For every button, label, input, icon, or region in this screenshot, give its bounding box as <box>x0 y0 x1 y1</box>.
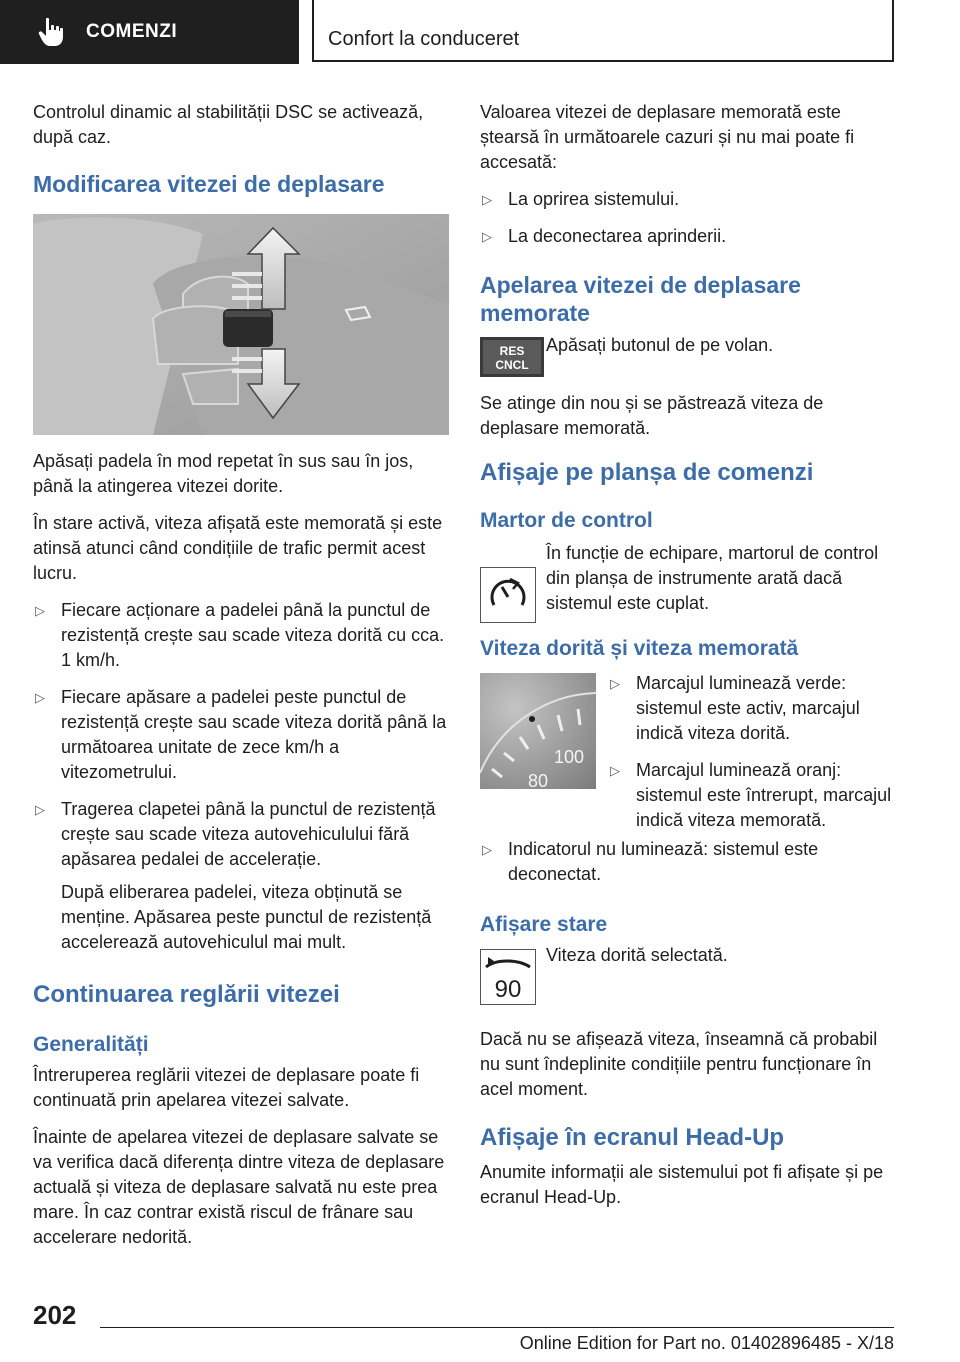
status-row <box>480 945 900 1009</box>
list-item: ▷ Tragerea clapetei până la punctul de rezistență crește sau scade viteza autovehiculului fără apăsarea pedalei de accelerație. <box>35 799 436 869</box>
heading-general: Generalități <box>33 1033 149 1056</box>
footer-divider <box>100 1327 894 1328</box>
heading-indicator-lamp: Martor de control <box>480 509 653 532</box>
bullet-triangle-icon: ▷ <box>482 229 492 244</box>
hand-pointer-icon <box>38 17 64 47</box>
left-column <box>33 100 449 1262</box>
list-item: ▷ Fiecare acționare a padelei până la punctul de rezistență crește sau scade viteza dorită cu cca. 1 km/h. <box>35 600 445 670</box>
footer-edition: Online Edition for Part no. 01402896485 - X/18 <box>519 1333 894 1353</box>
speed-restored-paragraph: Se atinge din nou și se păstrează viteza de deplasare memorată. <box>480 393 824 438</box>
section-title: COMENZI <box>86 21 178 42</box>
heading-continue-regulation: Continuarea reglării vitezei <box>33 981 340 1008</box>
status-paragraph: Viteza dorită selectată. <box>546 945 728 965</box>
header-section-tab[interactable] <box>0 0 299 64</box>
heading-hud: Afișaje în ecranul Head-Up <box>480 1124 785 1151</box>
general-paragraph-1: Întreruperea reglării vitezei de deplasare poate fi continuată prin apelarea vitezei salvate. <box>33 1065 420 1110</box>
list-item: ▷ La oprirea sistemului. <box>480 187 900 212</box>
deleted-speed-paragraph: Valoarea vitezei de deplasare memorată este ștearsă în următoarele cazuri și nu mai poate fi accesată: <box>480 102 855 172</box>
chapter-title: Confort la conduceret <box>328 28 520 50</box>
steering-wheel-paddle-image <box>33 214 449 435</box>
bullet-triangle-icon: ▷ <box>482 842 492 857</box>
paddle-instruction: Apăsați padela în mod repetat în sus sau în jos, până la atingerea vitezei dorite. <box>33 451 414 496</box>
no-speed-paragraph: Dacă nu se afișează viteza, înseamnă că probabil nu sunt îndeplinite condițiile pentru funcționare în acel moment. <box>480 1029 878 1099</box>
page-number: 202 <box>33 1300 77 1330</box>
active-state-paragraph: În stare activă, viteza afișată este memorată și este atinsă atunci când condițiile de trafic permit acest lucru. <box>33 513 443 583</box>
heading-change-speed: Modificarea vitezei de deplasare <box>33 171 385 197</box>
bullet-triangle-icon: ▷ <box>482 192 492 207</box>
gauge-label-80: 80 <box>528 771 549 789</box>
status-speed-value: 90 <box>494 976 522 1003</box>
heading-displays: Afișaje pe planșa de comenzi <box>480 459 814 486</box>
bullet-triangle-icon: ▷ <box>35 802 45 817</box>
indicator-row <box>480 541 900 621</box>
res-label: RES <box>499 344 525 358</box>
list-item: ▷ Indicatorul nu luminează: sistemul este deconectat. <box>482 839 819 884</box>
list-item: ▷ Marcajul luminează oranj: sistemul este întrerupt, marcajul indică viteza memorată. <box>610 760 892 830</box>
bullet-triangle-icon: ▷ <box>35 603 45 618</box>
cruise-control-indicator-icon <box>480 567 536 623</box>
heading-recall-speed: Apelarea vitezei de deplasare memorate <box>480 272 801 326</box>
res-cncl-button-icon <box>480 337 544 377</box>
hud-paragraph: Anumite informații ale sistemului pot fi afișate și pe ecranul Head-Up. <box>480 1162 884 1207</box>
gauge-label-100: 100 <box>554 747 585 767</box>
general-paragraph-2: Înainte de apelarea vitezei de deplasare salvate se va verifica dacă diferența dintre viteza de deplasare actuală și viteza de deplasare salvată nu este prea mare. În caz contrar există riscul de frânare sau accelerare nedorită. <box>33 1127 445 1247</box>
bullet-triangle-icon: ▷ <box>610 676 620 691</box>
intro-paragraph: Controlul dinamic al stabilității DSC se activează, după caz. <box>33 102 424 147</box>
indicator-paragraph: În funcție de echipare, martorul de control din planșa de instrumente arată dacă sistemul este cuplat. <box>546 543 879 613</box>
heading-status-display: Afișare stare <box>480 913 608 936</box>
heading-desired-speed: Viteza dorită și viteza memorată <box>480 637 799 660</box>
res-cncl-row <box>480 337 900 383</box>
status-display-icon <box>480 949 536 1005</box>
list-item: ▷ Marcajul luminează verde: sistemul este activ, marcajul indică viteza dorită. <box>610 673 860 743</box>
right-column <box>480 100 900 1222</box>
bullet-triangle-icon: ▷ <box>35 690 45 705</box>
chapter-header <box>312 0 894 62</box>
list-item: ▷ La deconectarea aprinderii. <box>480 224 900 249</box>
cncl-label: CNCL <box>495 358 529 372</box>
speedometer-image <box>480 673 596 789</box>
press-button-text: Apăsați butonul de pe volan. <box>546 335 774 355</box>
speedometer-row <box>480 673 900 837</box>
bullet-triangle-icon: ▷ <box>610 763 620 778</box>
list-item: ▷ Fiecare apăsare a padelei peste punctul de rezistență crește sau scade viteza dorită până la următoarea unitate de zece km/h a vitezometrului. <box>35 687 447 782</box>
release-note: După eliberarea padelei, viteza obținută se menține. Apăsarea peste punctul de rezistență accelerează autovehiculul mai mult. <box>61 882 432 952</box>
